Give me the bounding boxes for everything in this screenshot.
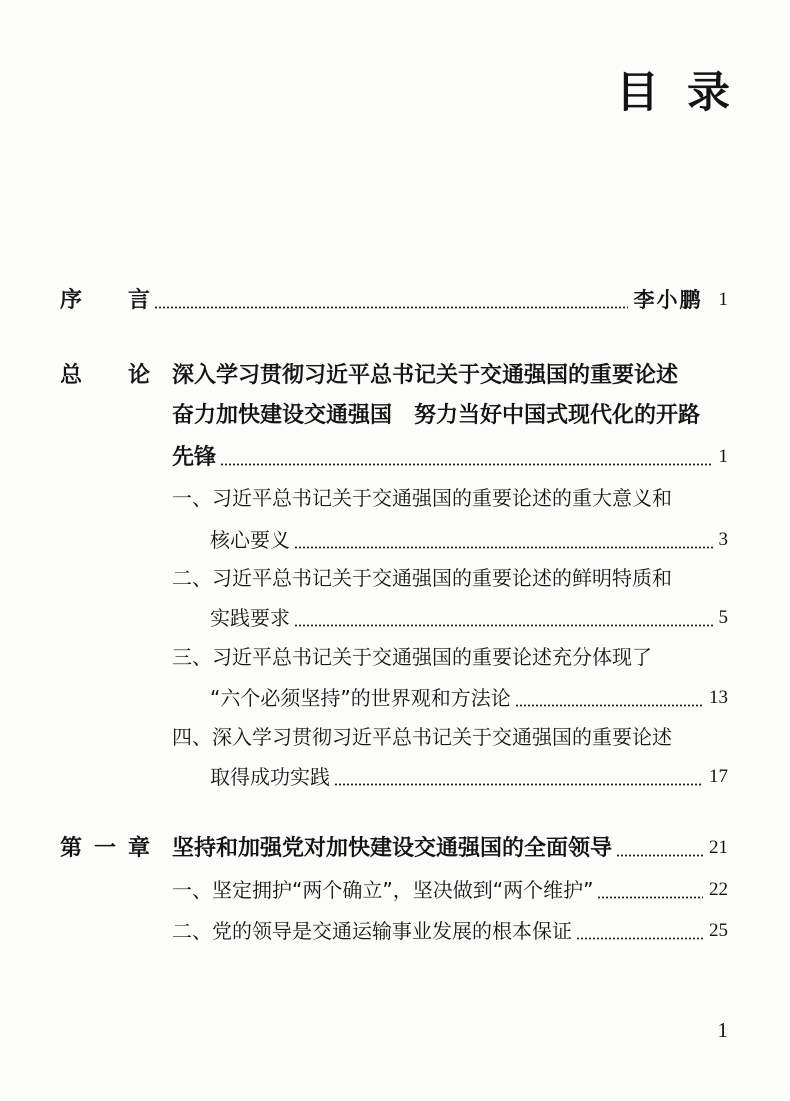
- page-number: 1: [717, 1018, 728, 1042]
- page-title-char: 目: [616, 68, 659, 118]
- section-line: 实践要求: [210, 606, 290, 630]
- chapter-label-char: 一: [94, 835, 117, 861]
- section-line: 二、习近平总书记关于交通强国的重要论述的鲜明特质和: [172, 566, 672, 590]
- page-ref: 21: [709, 837, 728, 858]
- toc-entry-preface: [60, 285, 728, 315]
- section-line: 三、习近平总书记关于交通强国的重要论述充分体现了: [172, 645, 652, 669]
- toc-section-4: [210, 762, 728, 792]
- dot-leader: [616, 854, 703, 857]
- dot-leader: [294, 624, 713, 627]
- toc-section-3: [210, 683, 728, 713]
- section-line: 四、深入学习贯彻习近平总书记关于交通强国的重要论述: [172, 725, 672, 749]
- page-ref: 1: [718, 446, 728, 467]
- page-ref: 5: [718, 607, 728, 628]
- section-line: 核心要义: [210, 528, 290, 552]
- page-ref: 25: [709, 920, 728, 941]
- toc-entry-chapter-1: [172, 833, 728, 863]
- toc-entry-general-last-line: [172, 442, 728, 472]
- toc-chapter-1-section-2: [172, 916, 728, 946]
- dot-leader: [334, 783, 703, 786]
- entry-author: 李小鹏: [633, 287, 703, 312]
- page-ref: 22: [709, 879, 728, 900]
- chapter-label-char: 第: [60, 835, 83, 861]
- section-line: 一、坚定拥护“两个确立”，坚决做到“两个维护”: [172, 878, 594, 902]
- page-ref: 13: [709, 687, 728, 708]
- page-ref: 17: [709, 766, 728, 787]
- section-line: 取得成功实践: [210, 765, 330, 789]
- entry-label-char: 序: [60, 287, 83, 313]
- dot-leader: [515, 704, 703, 707]
- chapter-label-char: 章: [128, 835, 151, 861]
- section-line: 一、习近平总书记关于交通强国的重要论述的重大意义和: [172, 486, 672, 510]
- page-ref: 3: [718, 529, 728, 550]
- page-title-char: 录: [687, 68, 730, 118]
- entry-title-line: 深入学习贯彻习近平总书记关于交通强国的重要论述: [172, 362, 679, 388]
- section-line: “六个必须坚持”的世界观和方法论: [210, 686, 511, 710]
- toc-chapter-1-section-1: [172, 875, 728, 905]
- dot-leader: [294, 546, 713, 549]
- entry-label-char: 总: [60, 362, 83, 388]
- dot-leader: [597, 896, 703, 899]
- entry-label-char: 论: [128, 362, 151, 388]
- entry-label-char: 言: [128, 287, 151, 313]
- dot-leader: [154, 306, 628, 309]
- dot-leader: [220, 463, 712, 466]
- chapter-title: 坚持和加强党对加快建设交通强国的全面领导: [172, 835, 613, 861]
- page-title: [616, 66, 730, 120]
- entry-title-line: 奋力加快建设交通强国 努力当好中国式现代化的开路: [172, 402, 701, 428]
- toc-section-1: [210, 525, 728, 555]
- page-ref: 1: [718, 289, 728, 310]
- dot-leader: [576, 937, 703, 940]
- section-line: 二、党的领导是交通运输事业发展的根本保证: [172, 919, 572, 943]
- entry-title-line: 先锋: [172, 444, 217, 470]
- toc-section-2: [210, 603, 728, 633]
